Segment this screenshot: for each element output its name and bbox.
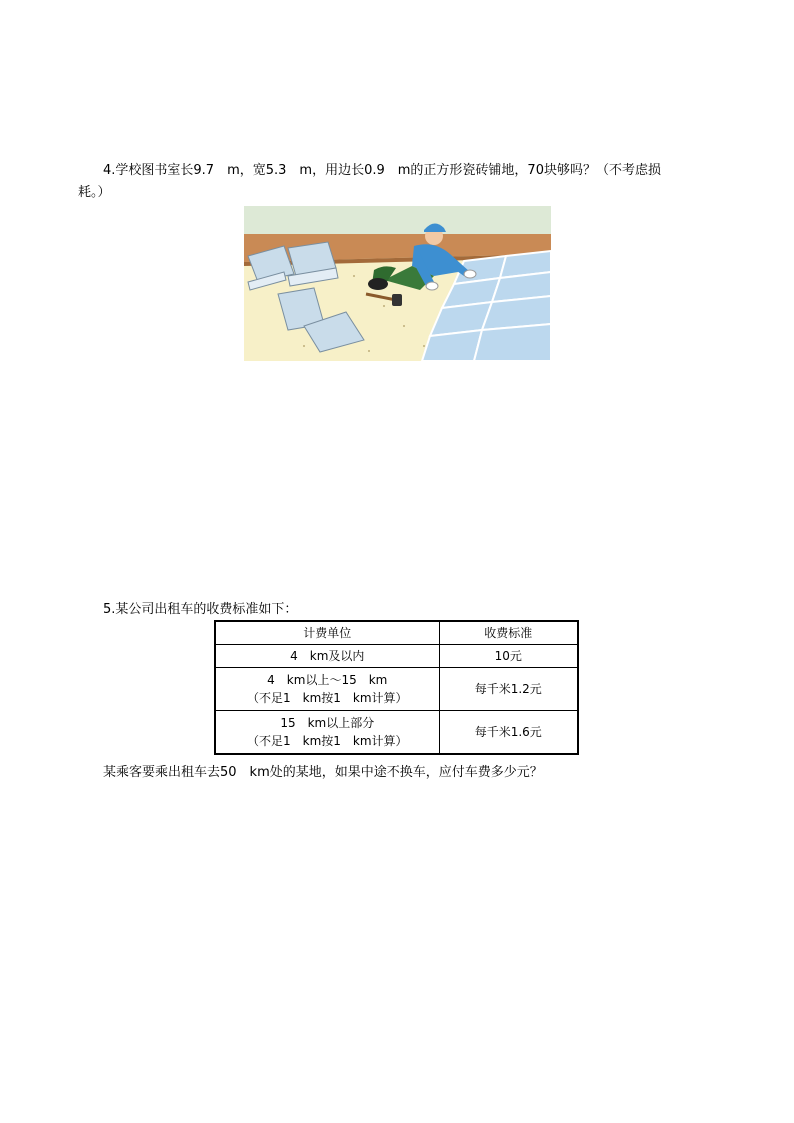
fee-cell: 10元 bbox=[439, 645, 578, 668]
billing-unit-note: （不足1 km按1 km计算） bbox=[246, 691, 408, 705]
question-4-text-line2: 耗。） bbox=[78, 185, 111, 200]
taxi-fare-table bbox=[214, 620, 579, 755]
billing-unit-cell bbox=[215, 645, 439, 668]
question-5-title: 5.某公司出租车的收费标准如下： bbox=[103, 602, 298, 617]
table-row bbox=[215, 645, 578, 668]
billing-unit-cell bbox=[215, 668, 439, 711]
billing-unit-cell bbox=[215, 711, 439, 755]
fee-cell: 每千米1.6元 bbox=[439, 711, 578, 755]
header-fee-standard: 收费标准 bbox=[439, 621, 578, 645]
billing-unit-text: 4 km以上～15 km bbox=[267, 673, 388, 687]
table-row bbox=[215, 711, 578, 755]
billing-unit-note: （不足1 km按1 km计算） bbox=[246, 734, 408, 748]
fee-cell: 每千米1.2元 bbox=[439, 668, 578, 711]
table-header-row bbox=[215, 621, 578, 645]
question-5-prompt: 某乘客要乘出租车去50 km处的某地，如果中途不换车，应付车费多少元？ bbox=[103, 765, 543, 780]
table-row bbox=[215, 668, 578, 711]
billing-unit-text: 4 km及以内 bbox=[290, 649, 365, 663]
question-4-text-line1: 4.学校图书室长9.7 m，宽5.3 m，用边长0.9 m的正方形瓷砖铺地，70块够吗？（不考虑损 bbox=[103, 163, 661, 178]
billing-unit-text: 15 km以上部分 bbox=[280, 716, 375, 730]
header-billing-unit: 计费单位 bbox=[215, 621, 439, 645]
tiling-worker-illustration bbox=[244, 206, 551, 361]
